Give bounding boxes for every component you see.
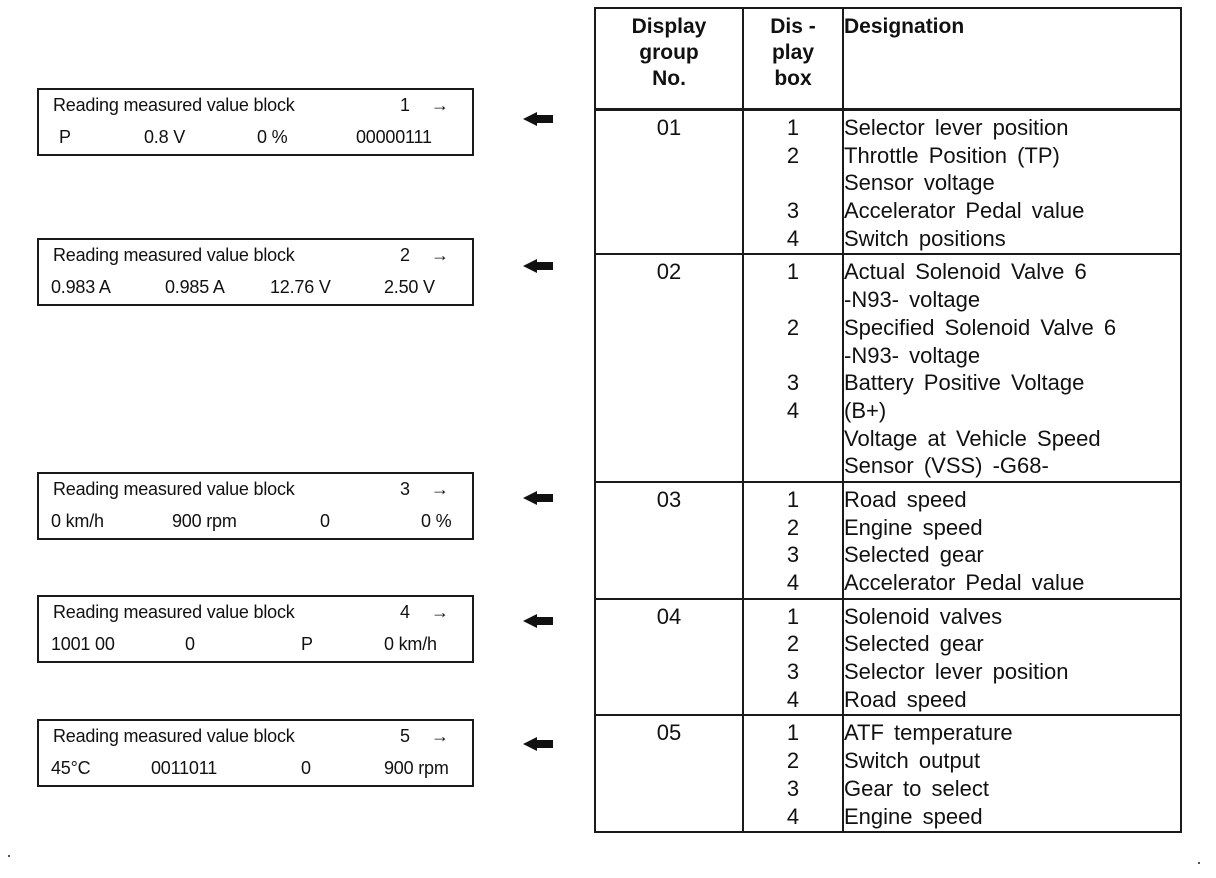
group-number: 05	[656, 720, 682, 746]
display-value-3: 0	[301, 758, 311, 778]
designation-cell	[843, 110, 1181, 255]
group-number: 03	[656, 486, 682, 512]
designation-cell	[843, 254, 1181, 482]
designation-line: ATF temperature	[844, 720, 1013, 746]
right-arrow: →	[431, 245, 449, 265]
header-text: group	[639, 41, 699, 64]
designation-line: Gear to select	[844, 775, 989, 801]
designation-line: Battery Positive Voltage	[844, 370, 1085, 396]
display-box-number: 2	[786, 514, 800, 540]
designation-line: Engine speed	[844, 514, 983, 540]
display-box-number: 3	[786, 775, 800, 801]
designation-line: Actual Solenoid Valve 6	[844, 259, 1087, 285]
display-box-number: 3	[786, 198, 800, 224]
table-header-row	[595, 8, 1181, 110]
designation-line: Engine speed	[844, 803, 983, 829]
header-text: No.	[652, 67, 686, 90]
display-box-number: 2	[786, 314, 800, 340]
designation-line: (B+)	[844, 397, 887, 423]
designation-line: Switch output	[844, 748, 981, 774]
designation-cell	[843, 599, 1181, 716]
display-box-number: 1	[786, 486, 800, 512]
header-text: play	[771, 41, 815, 64]
designation-line: Selector lever position	[844, 659, 1069, 685]
header-text: Display	[631, 15, 707, 38]
table-row	[595, 482, 1181, 599]
display-box-number: 3	[786, 659, 800, 685]
group-number-cell	[595, 254, 743, 482]
scan-speck	[1198, 862, 1200, 864]
pointer-arrow-icon	[523, 737, 553, 751]
pointer-arrow-icon	[523, 491, 553, 505]
measured-value-display-1	[37, 88, 474, 156]
display-box-cell	[743, 110, 843, 255]
designation-line: Road speed	[844, 686, 967, 712]
right-arrow: →	[431, 95, 449, 115]
designation-line: Road speed	[844, 486, 967, 512]
header-text: box	[774, 67, 812, 90]
designation-line: -N93- voltage	[844, 342, 981, 368]
right-arrow: →	[431, 726, 449, 746]
display-value-2: 0011011	[151, 758, 218, 778]
group-number: 04	[656, 603, 682, 629]
right-arrow: →	[431, 602, 449, 622]
display-value-2: 0.985 A	[165, 277, 225, 297]
display-values	[39, 272, 472, 304]
block-number: 5	[400, 726, 410, 746]
header-display-group	[595, 8, 743, 110]
group-number-cell	[595, 599, 743, 716]
display-value-3: 0 %	[257, 127, 288, 147]
display-header	[39, 474, 472, 506]
block-number: 2	[400, 245, 410, 265]
display-box-number: 4	[786, 570, 800, 595]
table-row	[595, 599, 1181, 716]
display-value-1: P	[59, 127, 71, 147]
designation-line: Selector lever position	[844, 115, 1069, 140]
display-value-3: P	[301, 634, 313, 654]
display-box-number	[744, 425, 842, 453]
display-value-1: 45°C	[51, 758, 91, 778]
display-values	[39, 506, 472, 538]
designation-line: Selected gear	[844, 631, 984, 657]
block-number: 3	[400, 479, 410, 499]
pointer-arrow-icon	[523, 112, 553, 126]
designation-cell	[843, 715, 1181, 832]
display-header	[39, 90, 472, 122]
display-box-number: 3	[786, 370, 800, 396]
table-row	[595, 715, 1181, 832]
display-header-label: Reading measured value block	[53, 479, 295, 499]
header-text: Dis -	[770, 15, 816, 38]
designation-line: Switch positions	[844, 225, 1006, 251]
display-values	[39, 753, 472, 785]
display-box-number: 1	[786, 720, 800, 746]
display-value-1: 1001 00	[51, 634, 115, 654]
display-header-label: Reading measured value block	[53, 245, 295, 265]
display-box-number: 1	[786, 115, 800, 140]
display-box-number: 2	[786, 142, 800, 168]
group-number-cell	[595, 110, 743, 255]
measured-value-display-3	[37, 472, 474, 540]
display-value-4: 0 %	[421, 511, 452, 531]
display-box-number: 1	[786, 603, 800, 629]
group-number: 01	[656, 115, 682, 140]
display-box-number: 4	[786, 803, 800, 829]
measured-value-display-4	[37, 595, 474, 663]
display-box-cell	[743, 254, 843, 482]
group-number-cell	[595, 715, 743, 832]
designation-line: Sensor voltage	[844, 170, 995, 196]
display-box-number: 4	[786, 225, 800, 251]
designation-line: Accelerator Pedal value	[844, 570, 1085, 595]
header-display-box	[743, 8, 843, 110]
designation-line: Solenoid valves	[844, 603, 1003, 629]
table-row	[595, 254, 1181, 482]
display-box-number: 4	[786, 686, 800, 712]
group-number: 02	[656, 259, 682, 285]
block-number: 4	[400, 602, 410, 622]
display-value-2: 0.8 V	[144, 127, 186, 147]
designation-line: Accelerator Pedal value	[844, 198, 1085, 224]
display-box-cell	[743, 599, 843, 716]
measured-value-display-2	[37, 238, 474, 306]
display-values	[39, 122, 472, 154]
display-values	[39, 629, 472, 661]
display-box-cell	[743, 715, 843, 832]
display-box-cell	[743, 482, 843, 599]
designation-line: Voltage at Vehicle Speed	[844, 425, 1101, 451]
display-box-number	[744, 169, 842, 197]
display-header-label: Reading measured value block	[53, 726, 295, 746]
display-box-number: 2	[786, 631, 800, 657]
scan-speck	[8, 855, 10, 857]
display-header	[39, 597, 472, 629]
display-value-2: 900 rpm	[172, 511, 237, 531]
display-group-table	[594, 7, 1182, 833]
display-value-4: 00000111	[356, 127, 432, 147]
display-box-number	[744, 286, 842, 314]
designation-line: Specified Solenoid Valve 6	[844, 314, 1117, 340]
display-header-label: Reading measured value block	[53, 602, 295, 622]
display-value-3: 0	[320, 511, 330, 531]
designation-line: -N93- voltage	[844, 287, 981, 313]
display-value-1: 0 km/h	[51, 511, 104, 531]
designation-cell	[843, 482, 1181, 599]
display-value-4: 0 km/h	[384, 634, 437, 654]
display-value-3: 12.76 V	[270, 277, 331, 297]
display-header-label: Reading measured value block	[53, 95, 295, 115]
display-value-1: 0.983 A	[51, 277, 111, 297]
display-box-number	[744, 452, 842, 480]
display-box-number: 4	[786, 397, 800, 423]
designation-line: Selected gear	[844, 542, 984, 568]
display-value-4: 900 rpm	[384, 758, 449, 778]
header-designation	[843, 8, 1181, 110]
display-header	[39, 240, 472, 272]
pointer-arrow-icon	[523, 259, 553, 273]
display-box-number: 3	[786, 542, 800, 568]
display-box-number: 1	[786, 259, 800, 285]
display-box-number	[744, 342, 842, 370]
display-value-2: 0	[185, 634, 195, 654]
measured-value-display-5	[37, 719, 474, 787]
block-number: 1	[400, 95, 410, 115]
group-number-cell	[595, 482, 743, 599]
display-value-4: 2.50 V	[384, 277, 435, 297]
display-box-number: 2	[786, 748, 800, 774]
right-arrow: →	[431, 479, 449, 499]
designation-line: Sensor (VSS) -G68-	[844, 453, 1049, 479]
header-text: Designation	[844, 15, 965, 38]
table-body	[595, 110, 1181, 833]
designation-line: Throttle Position (TP)	[844, 142, 1060, 168]
table-row	[595, 110, 1181, 255]
pointer-arrow-icon	[523, 614, 553, 628]
display-header	[39, 721, 472, 753]
